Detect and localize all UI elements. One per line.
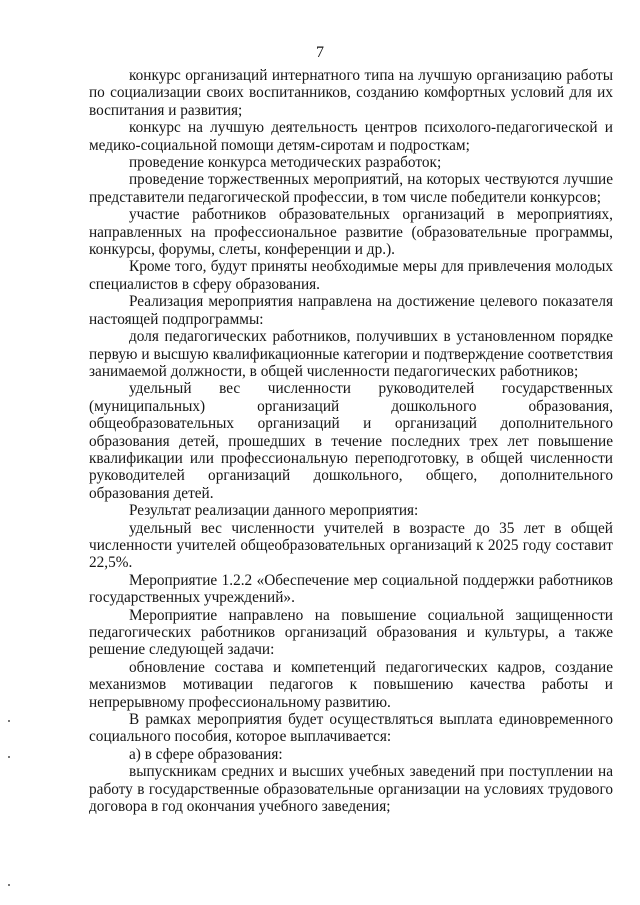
paragraph-1: конкурс организаций интернатного типа на лучшую организацию работы по социализации своих воспитанников, созданию комфортных условий для их воспитания и развития; <box>89 67 613 119</box>
paragraph-7: Реализация мероприятия направлена на достижение целевого показателя настоящей подпрограммы: <box>89 293 613 328</box>
paragraph-6: Кроме того, будут приняты необходимые меры для привлечения молодых специалистов в сферу образования. <box>89 258 613 293</box>
paragraph-5: участие работников образовательных организаций в мероприятиях, направленных на профессиональное развитие (образовательные программы, конкурсы, форумы, слеты, конференции и др.). <box>89 206 613 259</box>
paragraph-8: доля педагогических работников, получивших в установленном порядке первую и высшую квалификационные категории и подтверждение соответствия занимаемой должности, в общей численности педагогических работников; <box>89 328 613 380</box>
paragraph-3: проведение конкурса методических разработок; <box>129 154 442 172</box>
paragraph-2: конкурс на лучшую деятельность центров психолого-педагогической и медико-социальной помощи детям-сиротам и подросткам; <box>89 119 613 154</box>
paragraph-11: удельный вес численности учителей в возрасте до 35 лет в общей численности учителей общеобразовательных организаций к 2025 году составит 22,5%. <box>89 519 613 572</box>
paragraph-12: Мероприятие 1.2.2 «Обеспечение мер социальной поддержки работников государственных учреждений». <box>89 571 613 607</box>
document-body <box>89 67 613 815</box>
paragraph-14: обновление состава и компетенций педагогических кадров, создание механизмов мотивации педагогов к повышению качества работы и непрерывному профессиональному развитию. <box>89 658 613 711</box>
scan-speck <box>8 756 10 758</box>
paragraph-9: удельный вес численности руководителей государственных (муниципальных) организаций дошкольного образования, общеобразовательных организаций и организаций дополнительного образования детей, прошедших в течение последних трех лет повышение квалификации или профессиональную переподготовку, в общей численности руководителей организаций дошкольного, общего, дополнительного образования детей. <box>89 380 613 502</box>
paragraph-15: В рамках мероприятия будет осуществляться выплата единовременного социального пособия, которое выплачивается: <box>89 711 613 746</box>
scan-speck <box>8 884 10 886</box>
paragraph-4: проведение торжественных мероприятий, на которых чествуются лучшие представители педагогической профессии, в том числе победители конкурсов; <box>89 171 613 206</box>
scan-speck <box>8 720 10 722</box>
paragraph-13: Мероприятие направлено на повышение социальной защищенности педагогических работников организаций образования и культуры, а также решение следующей задачи: <box>89 606 613 659</box>
paragraph-10: Результат реализации данного мероприятия: <box>129 502 419 520</box>
paragraph-17: выпускникам средних и высших учебных заведений при поступлении на работу в государственные образовательные организации на условиях трудового договора в год окончания учебного заведения; <box>89 763 613 816</box>
page-number: 7 <box>316 44 324 61</box>
paragraph-16: а) в сфере образования: <box>129 745 283 763</box>
